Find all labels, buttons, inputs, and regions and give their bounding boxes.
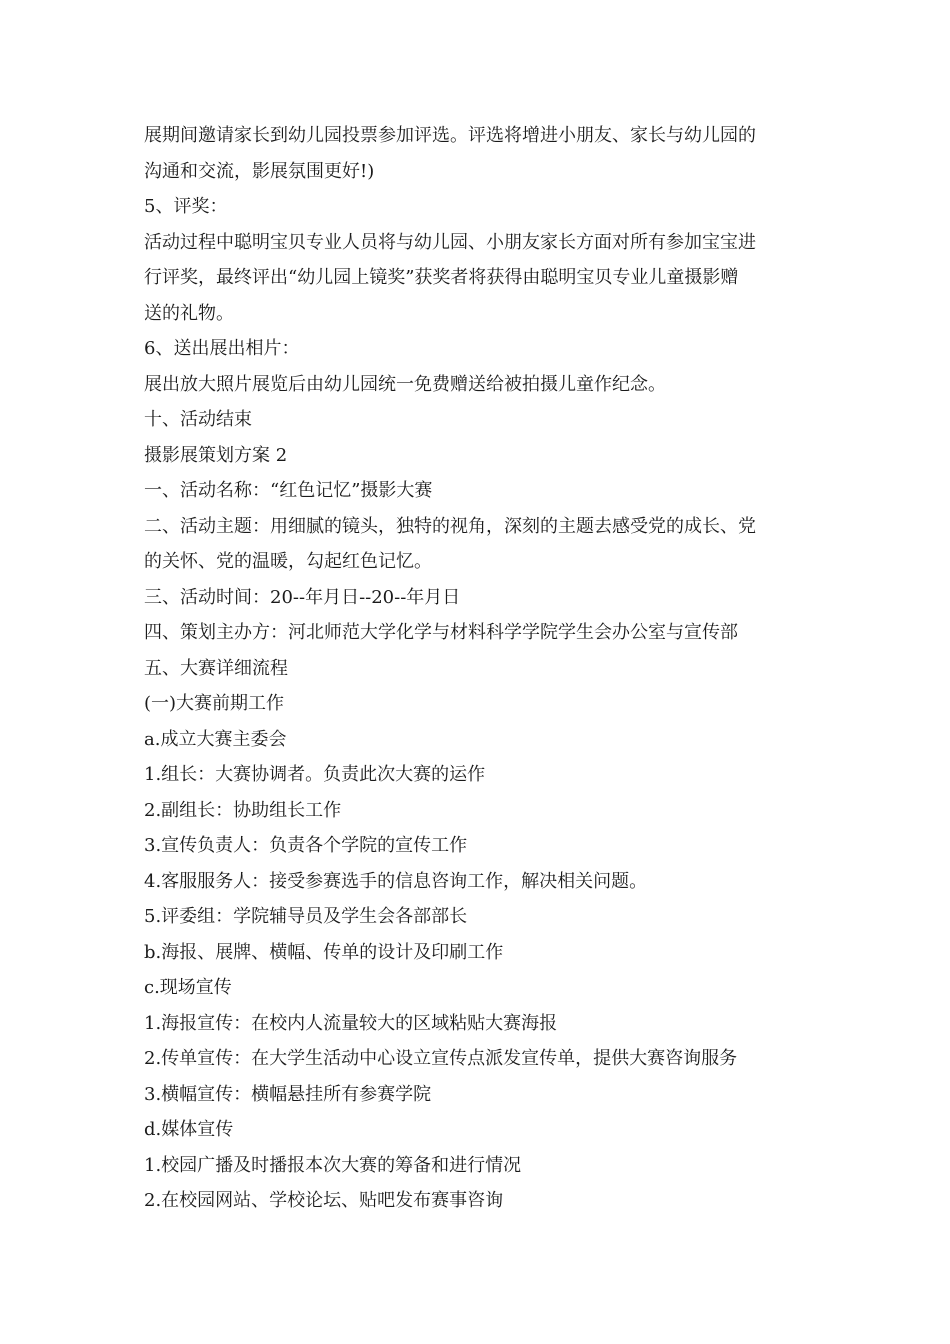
paragraph-line: 四、策划主办方：河北师范大学化学与材料科学学院学生会办公室与宣传部 [144,622,738,643]
paragraph-line: 行评奖，最终评出“幼儿园上镜奖”获奖者将获得由聪明宝贝专业儿童摄影赠 [144,267,739,288]
paragraph-line: 一、活动名称：“红色记忆”摄影大赛 [144,480,433,501]
paragraph-line: 活动过程中聪明宝贝专业人员将与幼儿园、小朋友家长方面对所有参加宝宝进 [144,231,756,253]
paragraph-line: 送的礼物。 [144,302,234,324]
paragraph-line: 展出放大照片展览后由幼儿园统一免费赠送给被拍摄儿童作纪念。 [144,373,666,395]
section-heading: 五、大赛详细流程 [144,657,288,679]
section-heading: (一)大赛前期工作 [144,693,285,714]
list-item: 1.组长：大赛协调者。负责此次大赛的运作 [144,764,486,785]
list-item: 4.客服服务人：接受参赛选手的信息咨询工作，解决相关问题。 [144,870,648,892]
paragraph-line: 沟通和交流，影展氛围更好!) [144,160,375,182]
paragraph-line: 的关怀、党的温暖，勾起红色记忆。 [144,551,432,572]
paragraph-line: 展期间邀请家长到幼儿园投票参加评选。评选将增进小朋友、家长与幼儿园的 [144,125,756,146]
list-item: 3.横幅宣传：横幅悬挂所有参赛学院 [144,1083,432,1105]
list-item: 2.在校园网站、学校论坛、贴吧发布赛事咨询 [144,1190,504,1211]
section-heading: 十、活动结束 [144,409,252,430]
list-item: 2.副组长：协助组长工作 [144,799,342,821]
list-heading: a.成立大赛主委会 [144,728,287,750]
document-title: 摄影展策划方案 2 [144,444,288,466]
list-item: 1.校园广播及时播报本次大赛的筹备和进行情况 [144,1154,522,1176]
list-item: 2.传单宣传：在大学生活动中心设立宣传点派发宣传单，提供大赛咨询服务 [144,1048,738,1069]
paragraph-line: 二、活动主题：用细腻的镜头，独特的视角，深刻的主题去感受党的成长、党 [144,515,756,537]
document-body [144,118,810,1219]
section-heading: 6、送出展出相片： [144,338,300,359]
list-heading: c.现场宣传 [144,977,232,998]
paragraph-line: 三、活动时间：20--年月日--20--年月日 [144,586,461,608]
section-heading: 5、评奖： [144,196,228,217]
list-item: 5.评委组：学院辅导员及学生会各部部长 [144,906,468,927]
list-item: 1.海报宣传：在校内人流量较大的区域粘贴大赛海报 [144,1012,558,1034]
list-item: 3.宣传负责人：负责各个学院的宣传工作 [144,835,468,856]
list-heading: d.媒体宣传 [144,1119,234,1140]
list-heading: b.海报、展牌、横幅、传单的设计及印刷工作 [144,941,504,963]
